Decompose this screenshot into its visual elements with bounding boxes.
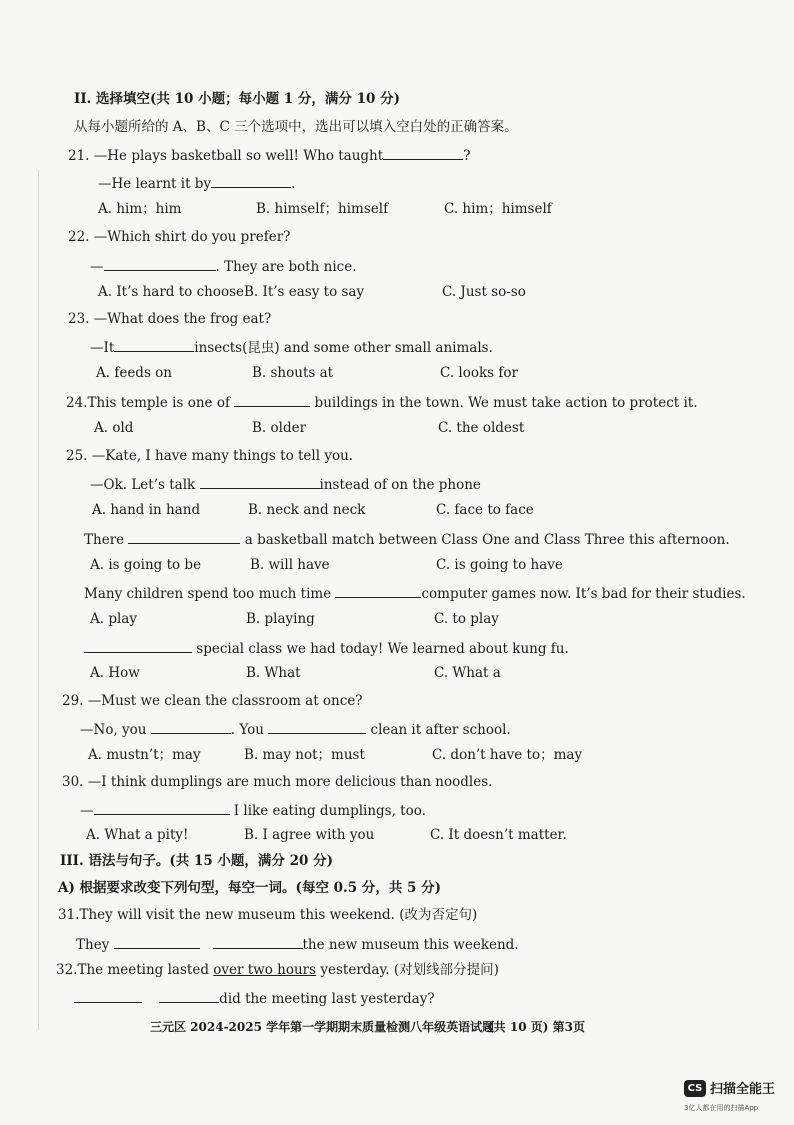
option-a[interactable]: A. old <box>94 420 134 436</box>
question-text: —I think dumplings are much more delicious than noodles. <box>87 774 493 790</box>
question-number: 31. <box>58 907 80 923</box>
answer-blank[interactable] <box>335 583 421 598</box>
section-2-instruction: 从每小题所给的 A、B、C 三个选项中，选出可以填入空白处的正确答案。 <box>74 119 518 135</box>
question-text: The meeting lasted <box>77 962 209 978</box>
question-text: yesterday. (对划线部分提问) <box>320 962 499 978</box>
option-b[interactable]: B. will have <box>250 557 330 573</box>
question-21 <box>68 145 470 165</box>
option-b[interactable]: B. neck and neck <box>248 502 366 518</box>
question-23 <box>68 310 271 328</box>
option-b[interactable]: B. What <box>246 665 301 681</box>
question-number: 30. <box>62 774 84 790</box>
option-a[interactable]: A. is going to be <box>90 557 202 573</box>
footer-page-number: (共 10 页) 第3页 <box>488 1020 585 1034</box>
question-text: . They are both nice. <box>215 259 357 275</box>
question-number: 29. <box>62 693 84 709</box>
answer-blank[interactable] <box>234 392 310 407</box>
option-b[interactable]: B. I agree with you <box>244 827 375 843</box>
option-a[interactable]: A. What a pity! <box>86 827 189 843</box>
question-number: 24. <box>66 395 88 411</box>
question-text: . <box>291 176 296 192</box>
margin-rule <box>38 170 39 1030</box>
question-text: I like eating dumplings, too. <box>233 803 426 819</box>
question-24 <box>66 392 698 412</box>
question-27 <box>84 583 746 603</box>
option-a[interactable]: A. mustn’t；may <box>88 747 201 763</box>
question-26 <box>84 529 730 549</box>
question-text: computer games now. It’s bad for their studies. <box>421 586 746 602</box>
question-number: 23. <box>68 311 90 327</box>
question-text: —Which shirt do you prefer? <box>93 229 291 245</box>
answer-blank[interactable] <box>94 800 230 815</box>
answer-blank[interactable] <box>84 638 192 653</box>
question-21-reply <box>98 173 295 193</box>
scanner-app-name: 扫描全能王 <box>710 1082 776 1097</box>
question-22 <box>68 228 290 246</box>
answer-blank[interactable] <box>159 988 219 1003</box>
camscanner-logo-icon: CS <box>684 1080 706 1097</box>
option-a[interactable]: A. hand in hand <box>92 502 201 518</box>
question-text: did the meeting last yesterday? <box>219 991 435 1007</box>
answer-blank[interactable] <box>200 474 320 489</box>
answer-blank[interactable] <box>114 934 200 949</box>
underlined-phrase: over two hours <box>213 962 317 978</box>
option-c[interactable]: C. Just so-so <box>442 284 526 300</box>
scanner-watermark <box>684 1078 784 1118</box>
option-c[interactable]: C. the oldest <box>438 420 525 436</box>
question-text: — <box>80 803 94 819</box>
question-text: —He learnt it by <box>98 176 212 192</box>
option-c[interactable]: C. don’t have to；may <box>432 747 583 763</box>
question-32-answer <box>74 988 435 1008</box>
question-text: They <box>76 937 110 953</box>
option-b[interactable]: B. himself；himself <box>256 201 389 217</box>
question-text: This temple is one of <box>87 395 230 411</box>
question-28 <box>84 638 569 658</box>
question-text: —Must we clean the classroom at once? <box>87 693 363 709</box>
option-c[interactable]: C. face to face <box>436 502 534 518</box>
answer-blank[interactable] <box>151 719 231 734</box>
scanner-tagline: 3亿人都在用的扫描App <box>684 1104 759 1112</box>
option-b[interactable]: B. playing <box>246 611 315 627</box>
question-number: 22. <box>68 229 90 245</box>
question-text: buildings in the town. We must take action to protect it. <box>314 395 698 411</box>
question-text: a basketball match between Class One and Class Three this afternoon. <box>244 532 730 548</box>
question-29 <box>62 692 363 710</box>
answer-blank[interactable] <box>128 529 240 544</box>
question-31-answer <box>76 934 519 954</box>
question-text: insects(昆虫) and some other small animals. <box>194 340 493 356</box>
option-a[interactable]: A. play <box>90 611 137 627</box>
question-number: 21. <box>68 148 90 164</box>
question-text: —Ok. Let’s talk <box>90 477 196 493</box>
section-2-title: II. 选择填空(共 10 小题；每小题 1 分，满分 10 分) <box>74 91 400 107</box>
question-text: instead of on the phone <box>319 477 481 493</box>
option-a[interactable]: A. feeds on <box>96 365 172 381</box>
question-30 <box>62 773 492 791</box>
answer-blank[interactable] <box>268 719 366 734</box>
question-text: —It <box>90 340 115 356</box>
question-text: There <box>84 532 125 548</box>
question-32 <box>56 961 499 979</box>
question-text: ? <box>463 148 471 164</box>
footer-exam-title: 三元区 2024-2025 学年第一学期期末质量检测八年级英语试题 <box>150 1020 495 1034</box>
answer-blank[interactable] <box>114 337 194 352</box>
question-text: —Kate, I have many things to tell you. <box>91 448 354 464</box>
question-23-reply <box>90 337 493 357</box>
question-text: — <box>90 259 104 275</box>
question-29-reply <box>80 719 511 739</box>
question-text: —What does the frog eat? <box>93 311 272 327</box>
option-a[interactable]: A. How <box>90 665 140 681</box>
option-c[interactable]: C. is going to have <box>436 557 563 573</box>
answer-blank[interactable] <box>211 173 291 188</box>
answer-blank[interactable] <box>104 256 216 271</box>
option-b[interactable]: B. may not；must <box>244 747 365 763</box>
question-text: clean it after school. <box>370 722 511 738</box>
option-c[interactable]: C. looks for <box>440 365 518 381</box>
question-31 <box>58 906 477 924</box>
answer-blank[interactable] <box>74 988 142 1003</box>
option-b[interactable]: B. older <box>252 420 307 436</box>
option-a[interactable]: A. him；him <box>98 201 182 217</box>
option-b[interactable]: B. It’s easy to say <box>244 284 365 300</box>
question-text: —No, you <box>80 722 147 738</box>
question-25 <box>66 447 353 465</box>
answer-blank[interactable] <box>213 934 303 949</box>
question-22-reply <box>90 256 357 276</box>
option-b[interactable]: B. shouts at <box>252 365 334 381</box>
option-c[interactable]: C. It doesn’t matter. <box>430 827 567 843</box>
question-text: . You <box>230 722 264 738</box>
section-3-title: III. 语法与句子。(共 15 小题，满分 20 分) <box>60 853 333 869</box>
question-text: the new museum this weekend. <box>302 937 519 953</box>
option-c[interactable]: C. to play <box>434 611 499 627</box>
question-text: —He plays basketball so well! Who taught <box>93 148 384 164</box>
option-c[interactable]: C. him；himself <box>444 201 552 217</box>
option-c[interactable]: C. What a <box>434 665 501 681</box>
question-30-reply <box>80 800 426 820</box>
answer-blank[interactable] <box>383 145 463 160</box>
question-text: They will visit the new museum this weekend. (改为否定句) <box>79 907 478 923</box>
question-text: special class we had today! We learned about kung fu. <box>196 641 569 657</box>
option-a[interactable]: A. It’s hard to choose <box>98 284 245 300</box>
question-number: 32. <box>56 962 78 978</box>
question-25-reply <box>90 474 481 494</box>
question-number: 25. <box>66 448 88 464</box>
section-3a-instruction: A) 根据要求改变下列句型，每空一词。(每空 0.5 分，共 5 分) <box>58 880 442 896</box>
question-text: Many children spend too much time <box>84 586 332 602</box>
